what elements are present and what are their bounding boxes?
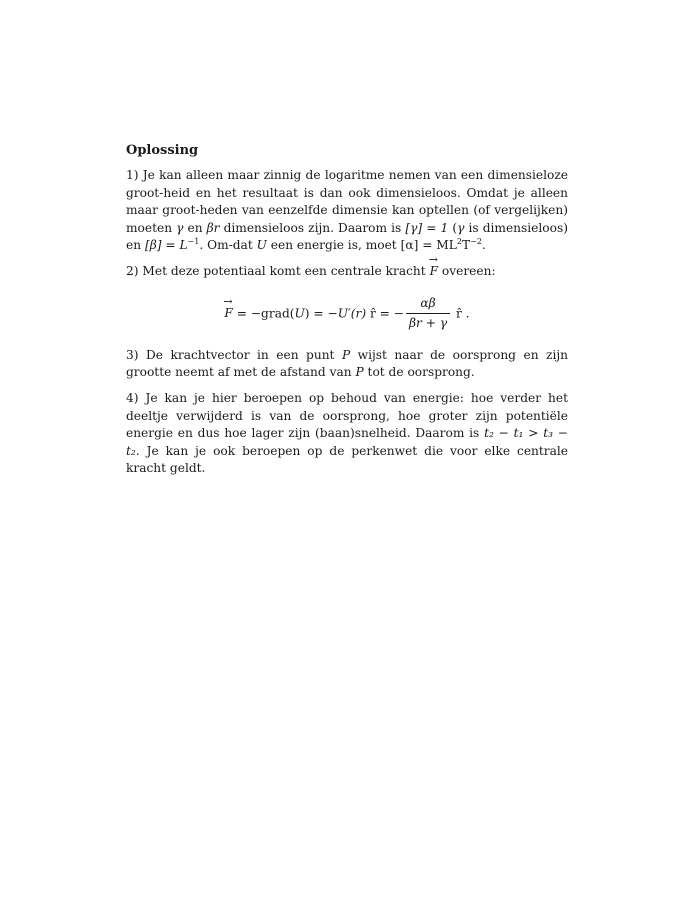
p1-gamma: γ	[176, 220, 184, 235]
p1-text-a: 1) Je kan alleen maar zinnig de logaritme nemen van een dimensieloze groot-heid en het resultaat is dan ook dimensieloos. Omdat je alleen maar groot-heden van eenzelfde dimensie kan optellen (of vergelijken) moeten	[126, 168, 568, 235]
p3-text-c: tot de oorsprong.	[363, 365, 475, 380]
paragraph-3	[126, 347, 568, 382]
force-equation	[126, 295, 568, 333]
eq-U: U	[294, 306, 305, 321]
p1-U: U	[256, 238, 267, 253]
p4-text-a: 4) Je kan je hier beroepen op behoud van energie: hoe verder het deeltje verwijderd is van de oorsprong, hoe groter zijn potentiële energie en dus hoe lager zijn (baan)snelheid. Daarom is	[126, 391, 568, 441]
eq-Uprime: U′(r)	[337, 306, 367, 321]
p2-text-b: overeen:	[438, 264, 496, 279]
p3-text-a: 3) De krachtvector in een punt	[126, 347, 342, 362]
p1-text-d: is dimensieloos) en	[126, 220, 568, 253]
paragraph-4	[126, 390, 568, 477]
p1-text-f: een energie is, moet	[266, 238, 401, 253]
paragraph-2	[126, 263, 568, 280]
p1-beta-r: βr	[206, 220, 220, 235]
p1-gamma-2: γ	[457, 220, 465, 235]
eq-part2: ) = −	[304, 306, 338, 321]
p3-text-b: wijst naar de oorsprong en zijn grootte neemt af met de afstand van	[126, 347, 568, 380]
p1-text-c: (	[448, 220, 458, 235]
eq-rhat1: r̂ = −	[366, 306, 404, 321]
p3-P2: P	[355, 365, 364, 380]
eq-force-vector: → F	[224, 305, 232, 322]
p4-inequality: t₂ − t₁ > t₃ − t₂	[126, 426, 568, 458]
p1-text-b: dimensieloos zijn. Daarom is	[219, 220, 406, 235]
eq-part1: = −grad(	[232, 306, 295, 321]
eq-rhat2: r̂ .	[452, 306, 470, 321]
section-title: Oplossing	[126, 143, 199, 158]
eq-numerator: αβ	[406, 295, 450, 314]
p1-beta-exp: −1	[187, 236, 200, 246]
p3-P1: P	[341, 347, 351, 362]
p1-alpha-exp1: 2	[456, 236, 462, 246]
p1-alpha-T: T	[461, 238, 471, 253]
p1-alpha-dim: [α] = ML	[400, 238, 457, 253]
eq-denominator: βr + γ	[408, 316, 448, 331]
paragraph-1	[126, 167, 568, 254]
p2-force-vector: → F	[430, 263, 438, 280]
eq-fraction	[406, 295, 450, 333]
p1-text-g: .	[481, 238, 486, 253]
p1-text-en: en	[183, 220, 207, 235]
p1-gamma-dim: [γ] = 1	[405, 220, 449, 235]
p2-text-a: 2) Met deze potentiaal komt een centrale kracht	[126, 264, 430, 279]
p1-text-e: . Om-dat	[199, 238, 257, 253]
p1-alpha-exp2: −2	[470, 236, 482, 246]
p4-text-b: . Je kan je ook beroepen op de perkenwet die voor elke centrale kracht geldt.	[126, 443, 568, 476]
document-page	[126, 142, 568, 487]
p1-beta-dim: [β] = L	[144, 238, 188, 253]
